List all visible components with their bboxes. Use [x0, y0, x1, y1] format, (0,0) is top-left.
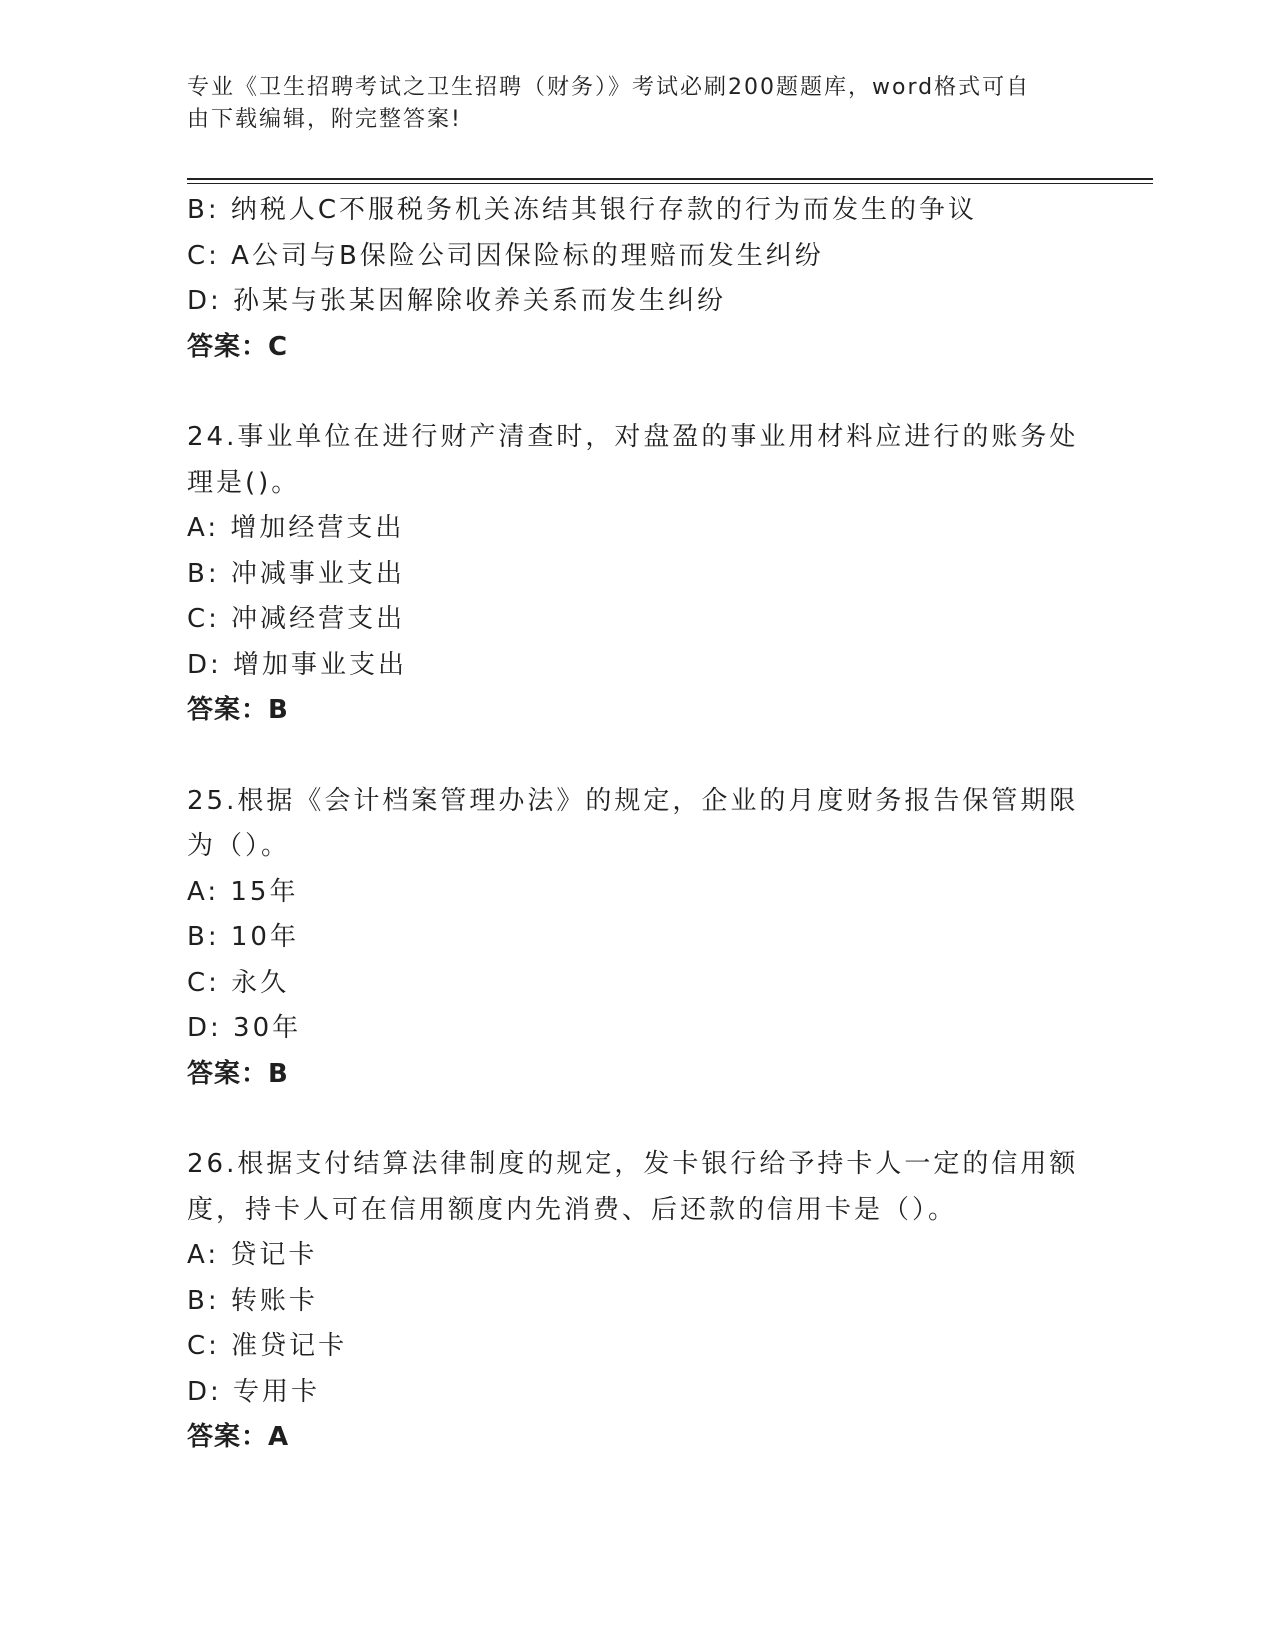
option-d: D: 专用卡	[187, 1376, 321, 1407]
option-a: A: 贷记卡	[187, 1240, 318, 1270]
question-text: 25.根据《会计档案管理办法》的规定，企业的月度财务报告保管期限	[187, 785, 1079, 816]
header-line-1: 专业《卫生招聘考试之卫生招聘（财务）》考试必刷200题题库，word格式可自	[187, 75, 1031, 100]
answer: 答案：B	[187, 695, 289, 725]
question-26	[187, 1142, 1087, 1461]
option-b: B: 冲减事业支出	[187, 558, 405, 589]
option-d: D: 30年	[187, 1013, 302, 1043]
question-24	[187, 415, 1087, 734]
header-divider-thin	[187, 183, 1153, 184]
spacer	[187, 734, 1087, 779]
spacer	[187, 370, 1087, 415]
question-text: 26.根据支付结算法律制度的规定，发卡银行给予持卡人一定的信用额	[187, 1149, 1079, 1179]
option-c: C: 冲减经营支出	[187, 604, 406, 634]
option-b: B: 纳税人C不服税务机关冻结其银行存款的行为而发生的争议	[187, 195, 978, 225]
option-c: C: A公司与B保险公司因保险标的理赔而发生纠纷	[187, 240, 824, 271]
answer: 答案：A	[187, 1422, 290, 1452]
option-d: D: 孙某与张某因解除收养关系而发生纠纷	[187, 286, 727, 316]
question-text-cont: 理是()。	[187, 467, 301, 498]
header-divider-thick	[187, 178, 1153, 180]
option-b: B: 转账卡	[187, 1285, 318, 1316]
question-text-cont: 为（）。	[187, 831, 291, 861]
option-c: C: 永久	[187, 967, 290, 998]
document-header	[187, 72, 1067, 136]
header-line-2: 由下载编辑，附完整答案!	[187, 107, 462, 132]
answer: 答案：C	[187, 331, 289, 362]
answer: 答案：B	[187, 1058, 289, 1089]
option-a: A: 增加经营支出	[187, 513, 405, 543]
question-25	[187, 779, 1087, 1098]
option-a: A: 15年	[187, 876, 299, 907]
option-b: B: 10年	[187, 922, 299, 952]
spacer	[187, 1097, 1087, 1142]
previous-question	[187, 188, 1087, 370]
option-d: D: 增加事业支出	[187, 649, 408, 680]
option-c: C: 准贷记卡	[187, 1331, 348, 1361]
question-text-cont: 度，持卡人可在信用额度内先消费、后还款的信用卡是（）。	[187, 1194, 958, 1225]
question-text: 24.事业单位在进行财产清查时，对盘盈的事业用材料应进行的账务处	[187, 422, 1079, 452]
question-list	[187, 188, 1087, 1461]
